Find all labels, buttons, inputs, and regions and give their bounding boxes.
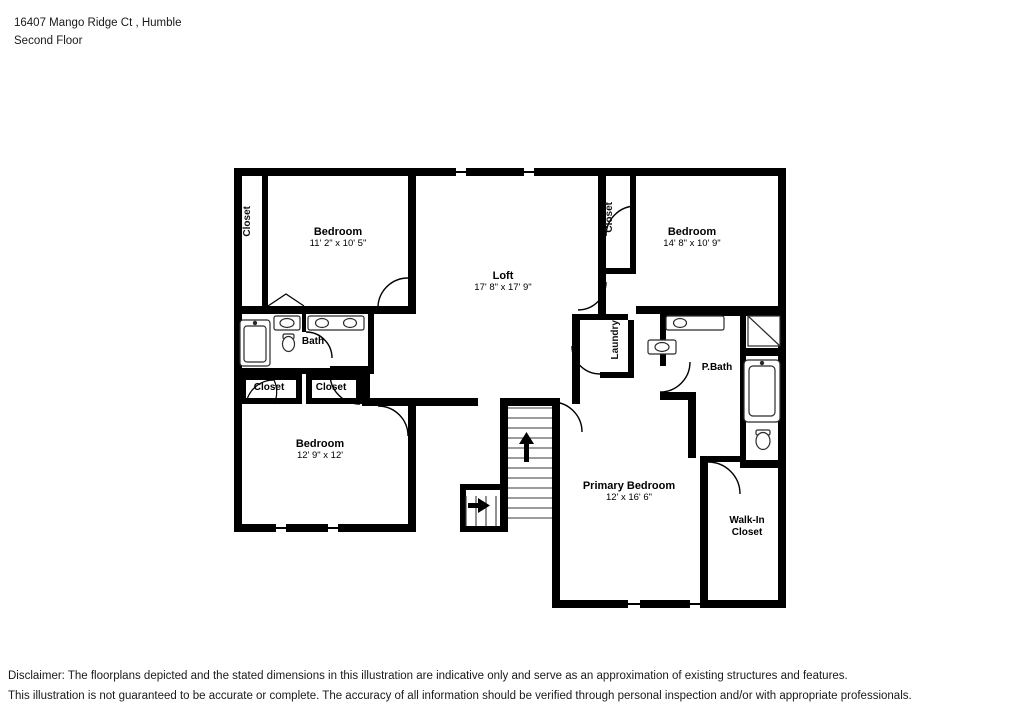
room-label-laundry: Laundry xyxy=(610,320,621,360)
room-label-closet-ne: Closet xyxy=(604,202,615,233)
room-label-closet-sw-1: Closet xyxy=(253,382,285,393)
floor-label: Second Floor xyxy=(14,35,83,47)
room-label-primary-bedroom: Primary Bedroom 12' x 16' 6" xyxy=(582,480,676,503)
room-label-bedroom-ne: Bedroom 14' 8" x 10' 9" xyxy=(663,226,721,249)
room-label-bedroom-sw: Bedroom 12' 9" x 12' xyxy=(295,438,345,461)
room-label-closet-nw: Closet xyxy=(242,206,253,237)
room-label-walk-in-closet: Walk-In Closet xyxy=(729,515,765,538)
room-label-closet-sw-2: Closet xyxy=(315,382,347,393)
property-address: 16407 Mango Ridge Ct , Humble xyxy=(14,17,182,29)
room-label-loft: Loft 17' 8" x 17' 9" xyxy=(474,270,532,293)
disclaimer-line-1: Disclaimer: The floorplans depicted and the stated dimensions in this illustration are indicative only and serve as an approximation of existing structures and features. xyxy=(8,670,848,682)
room-label-bath: Bath xyxy=(301,336,325,347)
room-label-bedroom-nw: Bedroom 11' 2" x 10' 5" xyxy=(309,226,367,249)
room-label-p-bath: P.Bath xyxy=(701,362,733,373)
plan-disclaimer xyxy=(8,666,912,706)
disclaimer-line-2: This illustration is not guaranteed to be accurate or complete. The accuracy of all information should be verified through personal inspection and/or with appropriate professionals. xyxy=(8,690,912,702)
pbath-fixtures xyxy=(648,316,780,450)
toilet-icon xyxy=(756,430,770,450)
right-arrow-icon xyxy=(468,498,490,513)
